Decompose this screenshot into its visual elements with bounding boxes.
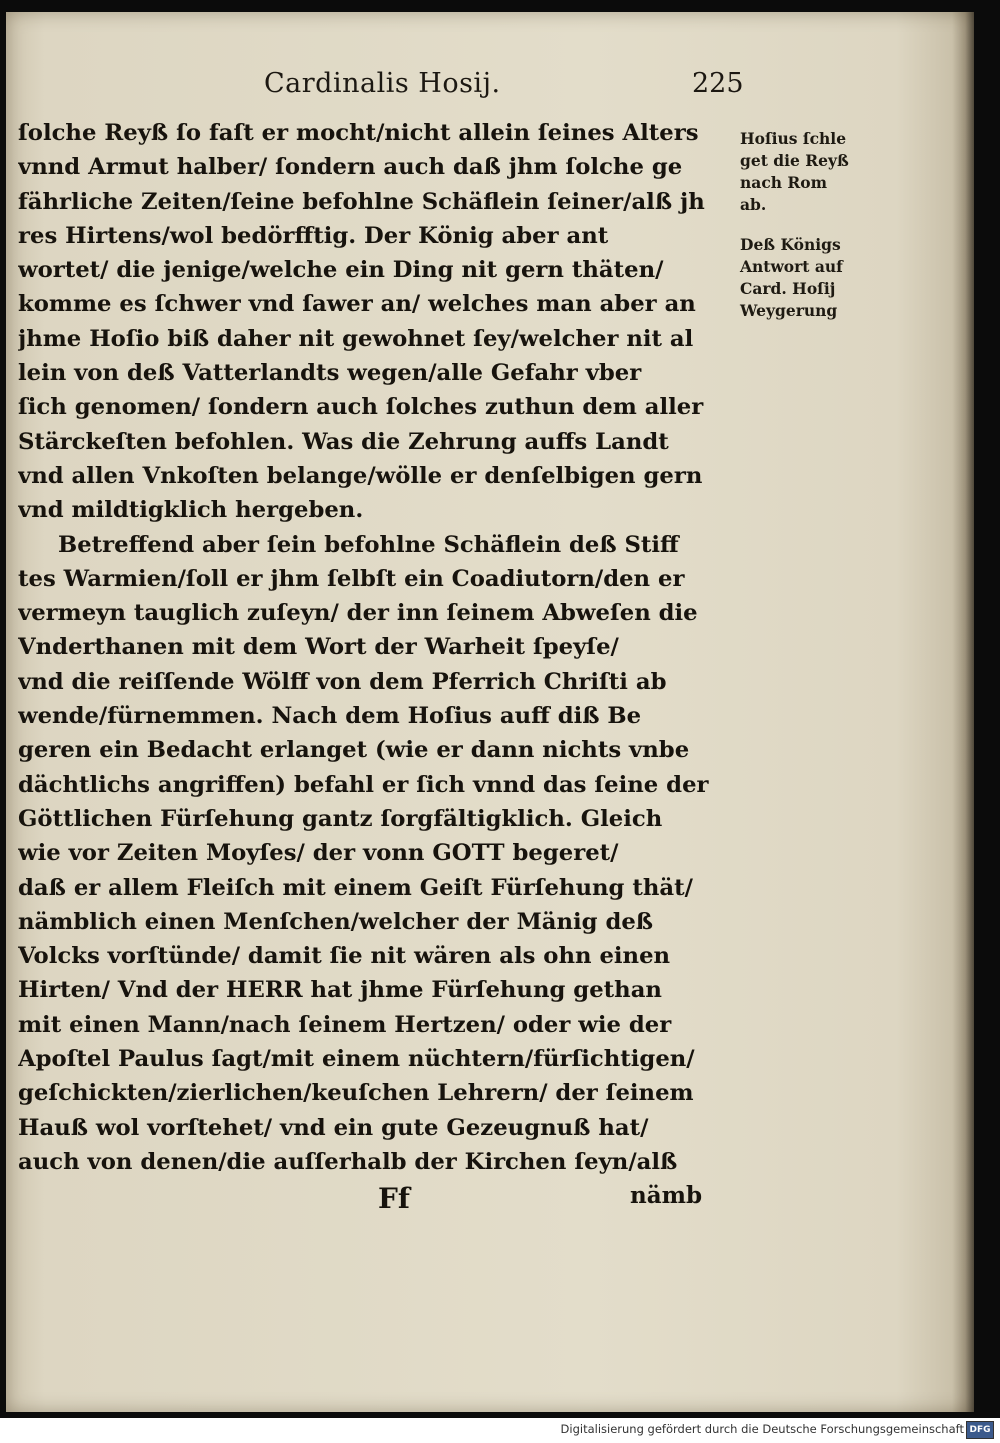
margin-note-line: get die Reyß <box>740 151 849 170</box>
margin-note-line: nach Rom <box>740 173 828 192</box>
text-line: geſchickten/zierlichen/keuſchen Lehrern/ der ſeinem <box>18 1080 694 1107</box>
text-line: res Hirtens/wol bedörfftig. Der König aber ant <box>18 222 609 249</box>
text-line: Betreffend aber ſein befohlne Schäflein deß Stiff <box>58 531 679 558</box>
funding-credit: Digitalisierung gefördert durch die Deutsche Forschungsgemeinschaft <box>560 1422 964 1436</box>
margin-note-line: Hoſius ſchle <box>740 129 847 148</box>
body-text <box>18 116 738 1179</box>
text-line: daß er allem Fleiſch mit einem Geiſt Fürſehung thät/ <box>18 874 693 901</box>
book-page <box>6 12 974 1412</box>
text-line: vnd die reiſſende Wölff von dem Pferrich Chriſti ab <box>18 668 667 695</box>
text-line: vnnd Armut halber/ ſondern auch daß jhm ſolche ge <box>18 154 683 181</box>
text-line: Apoſtel Paulus ſagt/mit einem nüchtern/fürſichtigen/ <box>18 1046 695 1073</box>
page-header <box>6 68 974 108</box>
text-line: jhme Hoſio biß daher nit gewohnet ſey/welcher nit al <box>18 325 694 352</box>
text-line: Volcks vorſtünde/ damit ſie nit wären als ohn einen <box>18 943 671 970</box>
running-head: Cardinalis Hosij. <box>264 68 501 99</box>
text-line: dächtlichs angriffen) befahl er ſich vnnd das ſeine der <box>18 771 709 798</box>
dfg-logo: DFG <box>966 1421 994 1439</box>
text-line: Vnderthanen mit dem Wort der Warheit ſpeyſe/ <box>18 634 619 661</box>
text-line: Stärckeſten befohlen. Was die Zehrung auffs Landt <box>18 428 669 455</box>
text-line: wortet/ die jenige/welche ein Ding nit gern thäten/ <box>18 257 664 284</box>
text-line: mit einen Mann/nach ſeinem Hertzen/ oder wie der <box>18 1011 672 1038</box>
margin-note-line: Deß Königs <box>740 235 841 254</box>
margin-note-line: Antwort auf <box>740 257 843 276</box>
margin-note-line: Weygerung <box>740 301 838 320</box>
margin-note <box>740 128 876 216</box>
text-line: lein von deß Vatterlandts wegen/alle Gefahr vber <box>18 360 642 387</box>
text-line: vermeyn tauglich zuſeyn/ der inn ſeinem Abweſen die <box>18 600 698 627</box>
text-line: tes Warmien/ſoll er jhm ſelbſt ein Coadiutorn/den er <box>18 565 685 592</box>
text-line: vnd allen Vnkoſten belange/wölle er denſelbigen gern <box>18 462 703 489</box>
text-line: Hauß wol vorſtehet/ vnd ein gute Gezeugnuß hat/ <box>18 1114 649 1141</box>
text-line: wie vor Zeiten Moyſes/ der vonn GOTT begeret/ <box>18 840 619 867</box>
margin-notes <box>740 128 876 340</box>
margin-note <box>740 234 876 322</box>
text-line: komme es ſchwer vnd ſawer an/ welches man aber an <box>18 291 696 318</box>
text-line: Göttlichen Fürſehung gantz ſorgfältigklich. Gleich <box>18 805 663 832</box>
text-line: ſich genomen/ ſondern auch ſolches zuthun dem aller <box>18 394 704 421</box>
text-line: nämblich einen Menſchen/welcher der Mänig deß <box>18 908 654 935</box>
margin-note-line: Card. Hoſij <box>740 279 836 298</box>
signature-mark: Ff <box>378 1182 410 1215</box>
catchword: nämb <box>630 1182 703 1209</box>
text-line: geren ein Bedacht erlanget (wie er dann nichts vnbe <box>18 737 690 764</box>
text-line: vnd mildtigklich hergeben. <box>18 497 364 524</box>
text-line: ſolche Reyß ſo faſt er mocht/nicht allein ſeines Alters <box>18 120 699 146</box>
text-line: auch von denen/die auſſerhalb der Kirchen ſeyn/alß <box>18 1148 678 1175</box>
credit-bar <box>0 1418 1000 1443</box>
page-number: 225 <box>692 68 744 99</box>
text-line: Hirten/ Vnd der HERR hat jhme Fürſehung gethan <box>18 977 662 1004</box>
text-line: wende/fürnemmen. Nach dem Hoſius auff diß Be <box>18 703 642 730</box>
text-line: fährliche Zeiten/ſeine befohlne Schäflein ſeiner/alß jh <box>18 188 705 215</box>
margin-note-line: ab. <box>740 195 767 214</box>
